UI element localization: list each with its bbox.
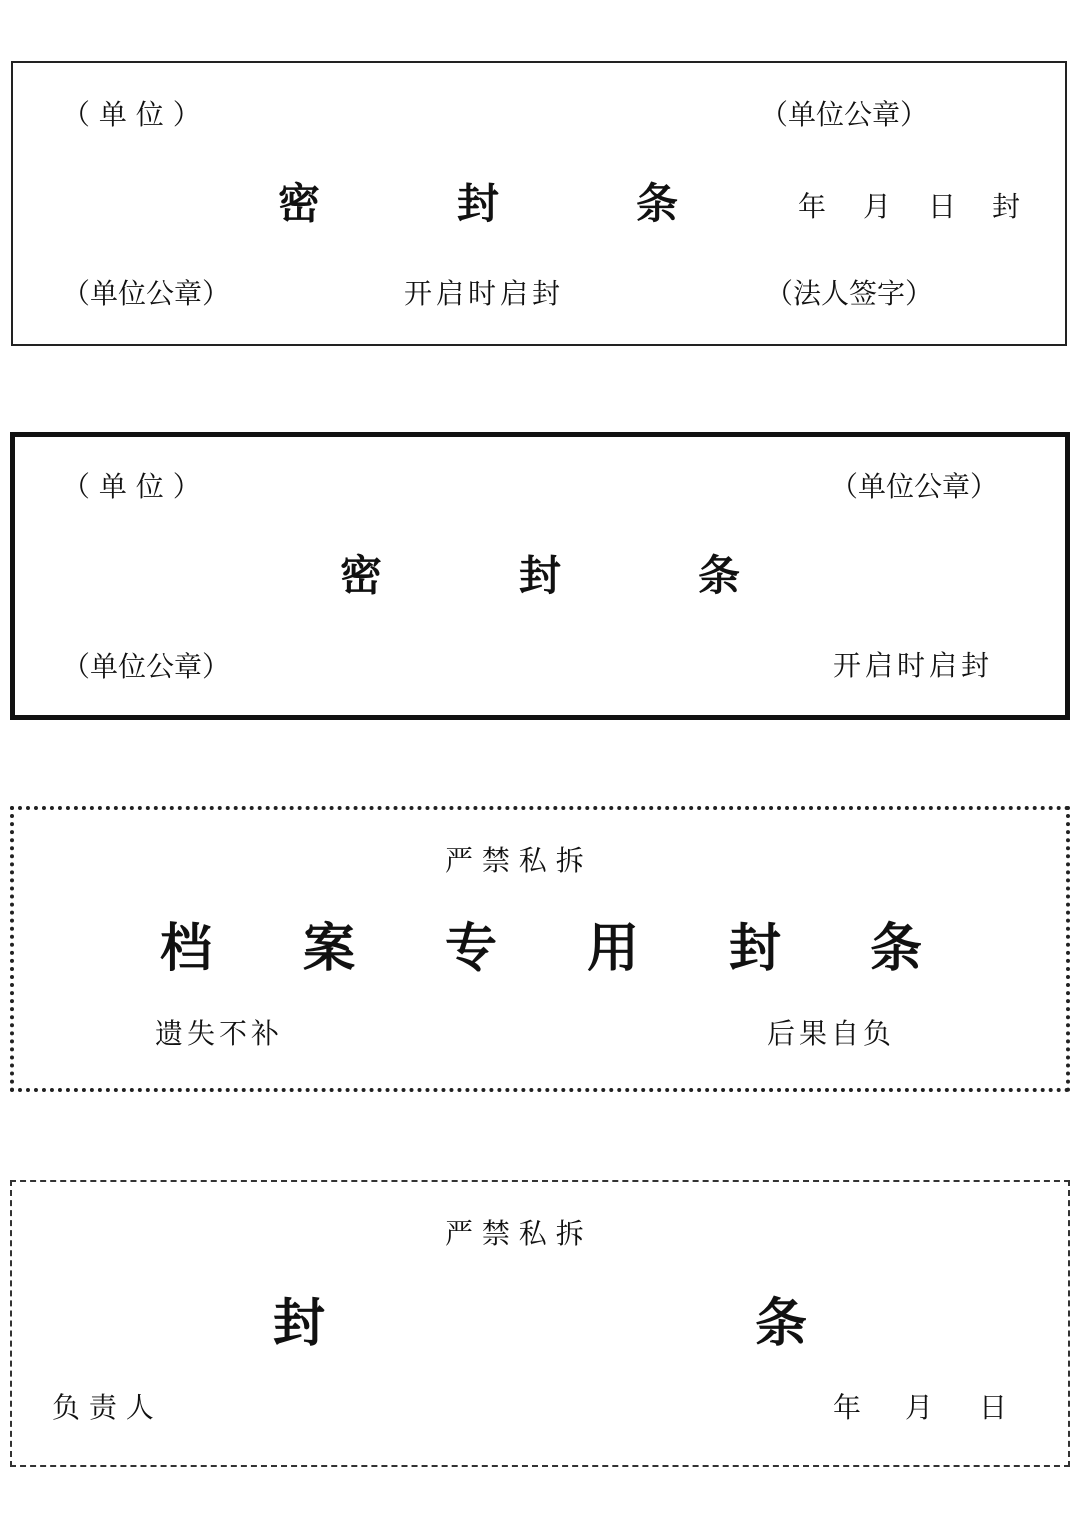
- seal1-bottom-stamp-label: （单位公章）: [62, 277, 231, 310]
- seal3-title-char-2: 案: [303, 918, 356, 979]
- seal4-date-month: 月: [905, 1391, 934, 1424]
- seal2-title-char-2: 封: [519, 551, 562, 600]
- seal1-open-note: 开启时启封: [404, 277, 565, 310]
- seal1-top-stamp-label: （单位公章）: [760, 98, 929, 131]
- seal2-open-note: 开启时启封: [833, 649, 994, 682]
- seal3-warning-label: 严 禁 私 拆: [445, 844, 584, 877]
- seal4-responsible-label: 负 责 人: [52, 1391, 154, 1424]
- seal2-top-stamp-label: （单位公章）: [830, 470, 999, 503]
- seal1-date-day: 日: [928, 190, 957, 223]
- seal1-title-char-3: 条: [636, 179, 679, 228]
- seal2-title-char-3: 条: [698, 551, 741, 600]
- seal3-left-note: 遗失不补: [155, 1017, 284, 1050]
- seal1-date-seal: 封: [992, 190, 1021, 223]
- seal3-title-char-6: 条: [870, 918, 923, 979]
- seal2-title-char-1: 密: [340, 551, 383, 600]
- seal4-title-char-1: 封: [273, 1293, 326, 1354]
- seal1-unit-label: （ 单 位 ）: [62, 98, 201, 131]
- seal4-date-day: 日: [979, 1391, 1008, 1424]
- seal1-date-year: 年: [798, 190, 827, 223]
- seal1-legal-sign-label: （法人签字）: [765, 277, 934, 310]
- seal3-title-char-5: 封: [729, 918, 782, 979]
- seal1-title-char-2: 封: [457, 179, 500, 228]
- seal3-title-char-1: 档: [160, 918, 213, 979]
- seal4-warning-label: 严 禁 私 拆: [445, 1217, 584, 1250]
- seal3-right-note: 后果自负: [767, 1017, 896, 1050]
- seal3-title-char-4: 用: [587, 918, 640, 979]
- seal2-bottom-stamp-label: （单位公章）: [62, 650, 231, 683]
- seal2-unit-label: （ 单 位 ）: [62, 470, 201, 503]
- seal3-title-char-3: 专: [445, 918, 498, 979]
- seal1-date-month: 月: [863, 190, 892, 223]
- seal1-title-char-1: 密: [278, 179, 321, 228]
- seal4-title-char-2: 条: [755, 1293, 808, 1354]
- seal4-date-year: 年: [833, 1391, 862, 1424]
